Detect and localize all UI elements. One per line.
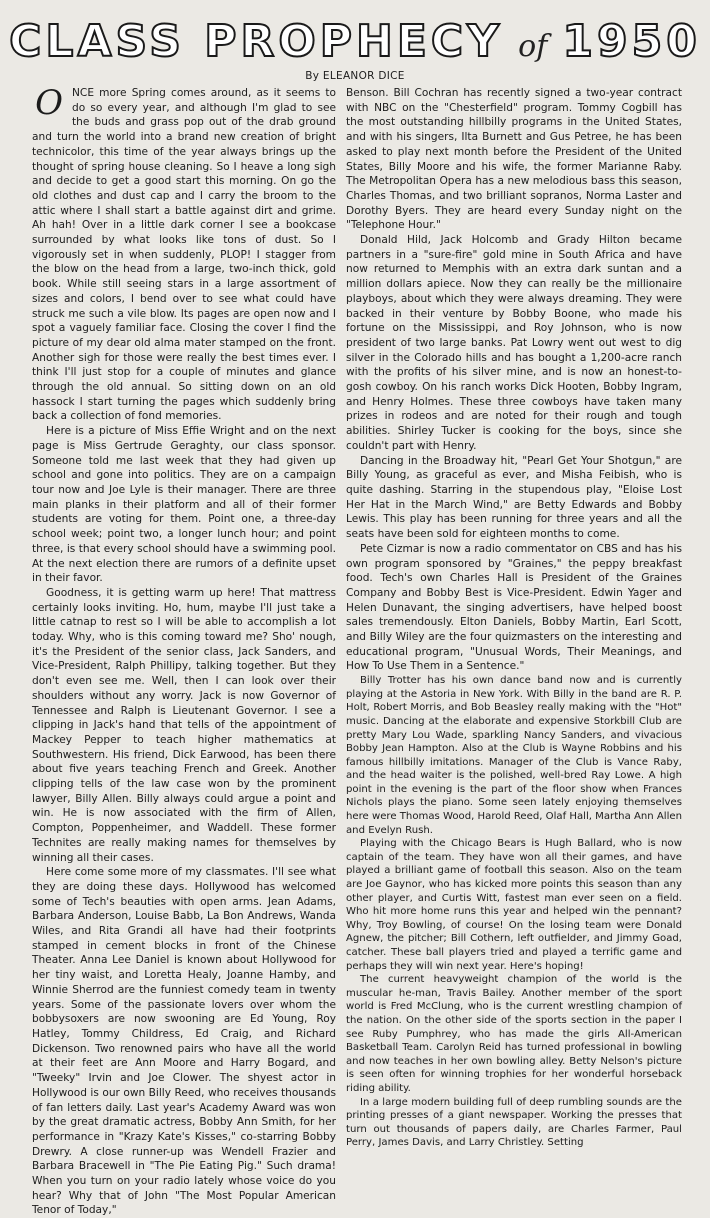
paragraph: Playing with the Chicago Bears is Hugh Ballard, who is now captain of the team. They have won all their games, and have played a brilliant game of football this season. Also on the team are Joe Gaynor, who has kicked more points this season than any other player, and Curtis Witt, fastest man ever seen on a field. Who hit more home runs this year and helped win the pennant? Why, Troy Bowling, of course! On the losing team were Donald Agnew, the pitcher; Bill Cothern, left outfielder, and Jimmy Goad, catcher. These ball players tried and played a terrific game and perhaps they will win next year. Here's hoping! — [346, 838, 682, 972]
paragraph: Goodness, it is getting warm up here! That mattress certainly looks inviting. Ho, hum, maybe I'll just take a little catnap to rest so I will be able to accomplish a lot today. Why, who is this coming toward me? Sho' nough, it's the President of the senior class, Jack Sanders, and Vice-President, Ralph Phillipy, talking together. But they don't even see me. Well, then I can look over their shoulders without any worry. Jack is now Governor of Tennessee and Ralph is Lieutenant Governor. I see a clipping in Jack's hand that tells of the appointment of Mackey Pepper to teach higher mathematics at Southwestern. His friend, Dick Earwood, has been there about five years teaching French and Greek. Another clipping tells of the law case won by the prominent lawyer, Billy Allen. Billy always could argue a point and win. He is now associated with the firm of Allen, Compton, Poppenheimer, and Waddell. These former Technites are really making names for themselves by winning all their cases. — [32, 586, 336, 864]
paragraph-text: NCE more Spring comes around, as it seems to do so every year, and although I'm glad to see the buds and grass pop out of the drab ground and turn the world into a brand new creation of bright technicolor, this time of the year always brings up the thought of spring house cleaning. So I heave a long sigh and decide to get a good start this morning. On go the old clothes and dust cap and I carry the broom to the attic where I shall start a battle against dirt and grime. Ah hah! Over in a little dark corner I see a bookcase surrounded by what looks like tons of dust. So I vigorously set in when suddenly, PLOP! I stagger from the blow on the head from a large, two-inch thick, gold book. While still seeing stars in a large assortment of sizes and colors, I bend over to see what could have struck me such a vile blow. Its pages are open now and I spot a vaguely familiar face. Closing the cover I find the picture of my dear old alma mater stamped on the front. Another sigh for those were really the best times ever. I think I'll just stop for a couple of minutes and glance through the old annual. So sitting down on an old hassock I start turning the pages which suddenly bring back a collection of fond memories. — [32, 87, 336, 423]
title-of: of — [518, 29, 548, 64]
paragraph — [32, 83, 336, 424]
right-column — [346, 86, 682, 1149]
page-title — [0, 18, 710, 71]
paragraph: Here is a picture of Miss Effie Wright and on the next page is Miss Gertrude Geraghty, our class sponsor. Someone told me last week that they had given up school and gone into politics. They are on a campaign tour now and Joe Lyle is their manager. There are three main planks in their platform and all of their former students are voting for them. Point one, a three-day school week; point two, a longer lunch hour; and point three, is that every school should have a swimming pool. At the next election there are rumors of a definite upset in their favor. — [32, 425, 336, 585]
paragraph: Billy Trotter has his own dance band now and is currently playing at the Astoria in New York. With Billy in the band are R. P. Holt, Robert Morris, and Bob Beasley really making with the "Hot" music. Dancing at the elaborate and expensive Storkbill Club are pretty Mary Lou Wade, sparkling Nancy Sanders, and vivacious Bobby Jean Hampton. Also at the Club is Wayne Robbins and his famous hillbilly imitations. Manager of the Club is Vance Raby, and the head waiter is the polished, well-bred Ray Lowe. A high point in the evening is the part of the floor show when Frances Nichols plays the piano. Some seen lately enjoying themselves here were Thomas Wood, Harold Reed, Olaf Hall, Martha Ann Allen and Evelyn Rush. — [346, 675, 682, 836]
paragraph: In a large modern building full of deep rumbling sounds are the printing presses of a giant newspaper. Working the presses that turn out thousands of papers daily, are Charles Farmer, Paul Perry, James Davis, and Larry Christley. Setting — [346, 1096, 682, 1149]
paragraph: Dancing in the Broadway hit, "Pearl Get Your Shotgun," are Billy Young, as graceful as ever, and Misha Feibish, who is quite dashing. Starring in the stupendous play, "Eloise Lost Her Hat in the March Wind," are Betty Edwards and Bobby Lewis. This play has been running for three years and all the seats have been sold for eighteen months to come. — [346, 454, 682, 541]
title-year: 1950 — [562, 16, 701, 67]
paragraph: Donald Hild, Jack Holcomb and Grady Hilton became partners in a "sure-fire" gold mine in South Africa and have now returned to Memphis with an extra dark suntan and a million dollars apiece. Now they can really be the millionaire playboys, about which they were always dreaming. They were backed in their venture by Bobby Boone, who made his fortune on the Mississippi, and Roy Johnson, who is now president of two large banks. Pat Lowry went out west to dig silver in the Colorado hills and has bought a 1,200-acre ranch with the profits of his silver mine, and is now an honest-to-gosh cowboy. On his ranch works Dick Hooten, Bobby Ingram, and Henry Holmes. These three cowboys have taken many prizes in rodeos and are noted for their rough and tough abilities. Shirley Tucker is cooking for the boys, since she couldn't part with Henry. — [346, 234, 682, 452]
paragraph: The current heavyweight champion of the world is the muscular he-man, Travis Bailey. Another member of the sport world is Fred McClung, who is the current wrestling champion of the nation. On the other side of the sports section in the paper I see Ruby Pumphrey, who has made the girls All-American Basketball Team. Carolyn Reid has turned professional in bowling and now teaches in her own bowling alley. Betty Nelson's picture is seen often for winning trophies for her wonderful horseback riding ability. — [346, 974, 682, 1094]
title-main: CLASS PROPHECY — [9, 16, 504, 67]
paragraph: Here come some more of my classmates. I'll see what they are doing these days. Hollywood has welcomed some of Tech's beauties with open arms. Jean Adams, Barbara Anderson, Louise Babb, La Bon Andrews, Wanda Wiles, and Rita Grandi all have had their footprints stamped in cement blocks in front of the Chinese Theater. Anna Lee Daniel is known about Hollywood for her tiny waist, and Loretta Healy, Joanne Hamby, and Winnie Sherrod are the funniest comedy team in twenty years. Some of the passionate lovers over whom the bobbysoxers are now swooning are Ed Young, Roy Hatley, Tommy Childress, Ed Craig, and Richard Dickenson. Two renowned pairs who have all the world at their feet are Ann Moore and Harry Bogard, and "Tweeky" Irvin and Joe Clower. The shyest actor in Hollywood is our own Billy Reed, who receives thousands of fan letters daily. Last year's Academy Award was won by the great dramatic actress, Bobby Ann Smith, for her performance in "Krazy Kate's Kisses," co-starring Bobby Drewry. A close runner-up was Wendell Frazier and Barbara Bracewell in "The Pie Eating Pig." Such drama! When you turn on your radio lately whose voice do you hear? Why that of John "The Most Popular American Tenor of Today," — [32, 866, 336, 1217]
byline: By ELEANOR DICE — [305, 70, 405, 82]
dropcap: O — [35, 83, 63, 123]
paragraph: Pete Cizmar is now a radio commentator on CBS and has his own program sponsored by "Graines," the peppy breakfast food. Tech's own Charles Hall is President of the Graines Company and Bobby Best is Vice-President. Edwin Yager and Helen Dunavant, the singing advertisers, have helped boost sales tremendously. Elton Daniels, Bobby Martin, Earl Scott, and Billy Wiley are the four quizmasters on the interesting and educational program, "Unusual Words, Their Meanings, and How To Use Them in a Sentence." — [346, 542, 682, 673]
paragraph: Benson. Bill Cochran has recently signed a two-year contract with NBC on the "Chesterfield" program. Tommy Cogbill has the most outstanding hillbilly programs in the United States, and with his singers, Ilta Burnett and Gus Petree, he has been asked to play next month before the President of the United States, Billy Moore and his wife, the former Marianne Raby. The Metropolitan Opera has a new melodious bass this season, Charles Thomas, and two brilliant sopranos, Norma Laster and Dorothy Byers. They are heard every Sunday night on the "Telephone Hour." — [346, 87, 682, 232]
left-column — [32, 83, 336, 1217]
